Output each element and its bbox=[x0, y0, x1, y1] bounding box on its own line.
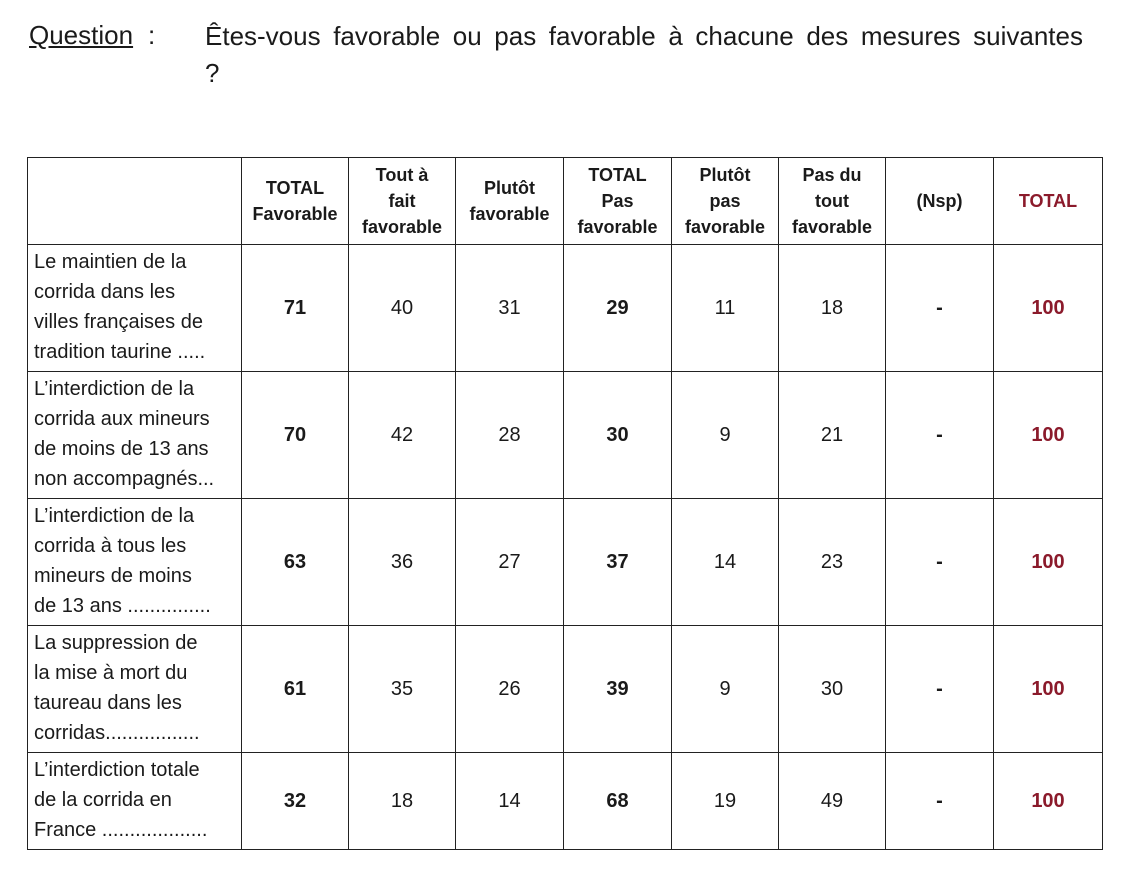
cell-total-pas-favorable: 39 bbox=[564, 626, 672, 753]
cell-total-favorable: 71 bbox=[242, 245, 349, 372]
cell-plutot-favorable: 26 bbox=[456, 626, 564, 753]
row-label: L’interdiction de la corrida aux mineurs de moins de 13 ans non accompagnés... bbox=[28, 372, 242, 499]
header-total-favorable: TOTAL Favorable bbox=[242, 158, 349, 245]
header-plutot-pas-favorable: Plutôt pas favorable bbox=[672, 158, 779, 245]
cell-total-favorable: 32 bbox=[242, 753, 349, 850]
cell-total: 100 bbox=[994, 499, 1103, 626]
results-table bbox=[27, 157, 1103, 850]
header-row bbox=[28, 158, 1103, 245]
cell-total: 100 bbox=[994, 245, 1103, 372]
table-row bbox=[28, 499, 1103, 626]
cell-plutot-favorable: 14 bbox=[456, 753, 564, 850]
cell-tout-a-fait-favorable: 36 bbox=[349, 499, 456, 626]
header-total: TOTAL bbox=[994, 158, 1103, 245]
question-colon: : bbox=[148, 20, 156, 50]
cell-total-pas-favorable: 68 bbox=[564, 753, 672, 850]
question-label: Question bbox=[29, 20, 134, 50]
cell-nsp: - bbox=[886, 499, 994, 626]
cell-total: 100 bbox=[994, 753, 1103, 850]
cell-nsp: - bbox=[886, 753, 994, 850]
cell-pas-du-tout-favorable: 49 bbox=[779, 753, 886, 850]
cell-plutot-pas-favorable: 9 bbox=[672, 626, 779, 753]
header-tout-a-fait-favorable: Tout à fait favorable bbox=[349, 158, 456, 245]
table-row bbox=[28, 753, 1103, 850]
cell-total-pas-favorable: 30 bbox=[564, 372, 672, 499]
cell-total: 100 bbox=[994, 372, 1103, 499]
cell-nsp: - bbox=[886, 245, 994, 372]
cell-nsp: - bbox=[886, 372, 994, 499]
cell-plutot-favorable: 27 bbox=[456, 499, 564, 626]
cell-tout-a-fait-favorable: 42 bbox=[349, 372, 456, 499]
cell-nsp: - bbox=[886, 626, 994, 753]
cell-pas-du-tout-favorable: 21 bbox=[779, 372, 886, 499]
header-total-pas-favorable: TOTAL Pas favorable bbox=[564, 158, 672, 245]
cell-plutot-pas-favorable: 19 bbox=[672, 753, 779, 850]
cell-pas-du-tout-favorable: 23 bbox=[779, 499, 886, 626]
header-nsp: (Nsp) bbox=[886, 158, 994, 245]
cell-pas-du-tout-favorable: 18 bbox=[779, 245, 886, 372]
row-label: L’interdiction de la corrida à tous les mineurs de moins de 13 ans ............... bbox=[28, 499, 242, 626]
cell-tout-a-fait-favorable: 18 bbox=[349, 753, 456, 850]
header-blank bbox=[28, 158, 242, 245]
cell-tout-a-fait-favorable: 35 bbox=[349, 626, 456, 753]
table-row bbox=[28, 245, 1103, 372]
cell-total-pas-favorable: 29 bbox=[564, 245, 672, 372]
cell-total-pas-favorable: 37 bbox=[564, 499, 672, 626]
cell-total-favorable: 63 bbox=[242, 499, 349, 626]
header-plutot-favorable: Plutôt favorable bbox=[456, 158, 564, 245]
row-label: La suppression de la mise à mort du taureau dans les corridas................. bbox=[28, 626, 242, 753]
cell-total-favorable: 70 bbox=[242, 372, 349, 499]
cell-plutot-favorable: 28 bbox=[456, 372, 564, 499]
row-label: L’interdiction totale de la corrida en France ................... bbox=[28, 753, 242, 850]
cell-tout-a-fait-favorable: 40 bbox=[349, 245, 456, 372]
cell-total-favorable: 61 bbox=[242, 626, 349, 753]
table-row bbox=[28, 626, 1103, 753]
cell-pas-du-tout-favorable: 30 bbox=[779, 626, 886, 753]
cell-plutot-pas-favorable: 14 bbox=[672, 499, 779, 626]
cell-plutot-pas-favorable: 11 bbox=[672, 245, 779, 372]
question-text: Êtes-vous favorable ou pas favorable à chacune des mesures suivantes ? bbox=[205, 21, 1083, 88]
cell-plutot-favorable: 31 bbox=[456, 245, 564, 372]
header-pas-du-tout-favorable: Pas du tout favorable bbox=[779, 158, 886, 245]
cell-total: 100 bbox=[994, 626, 1103, 753]
table-row bbox=[28, 372, 1103, 499]
row-label: Le maintien de la corrida dans les villes françaises de tradition taurine ..... bbox=[28, 245, 242, 372]
cell-plutot-pas-favorable: 9 bbox=[672, 372, 779, 499]
